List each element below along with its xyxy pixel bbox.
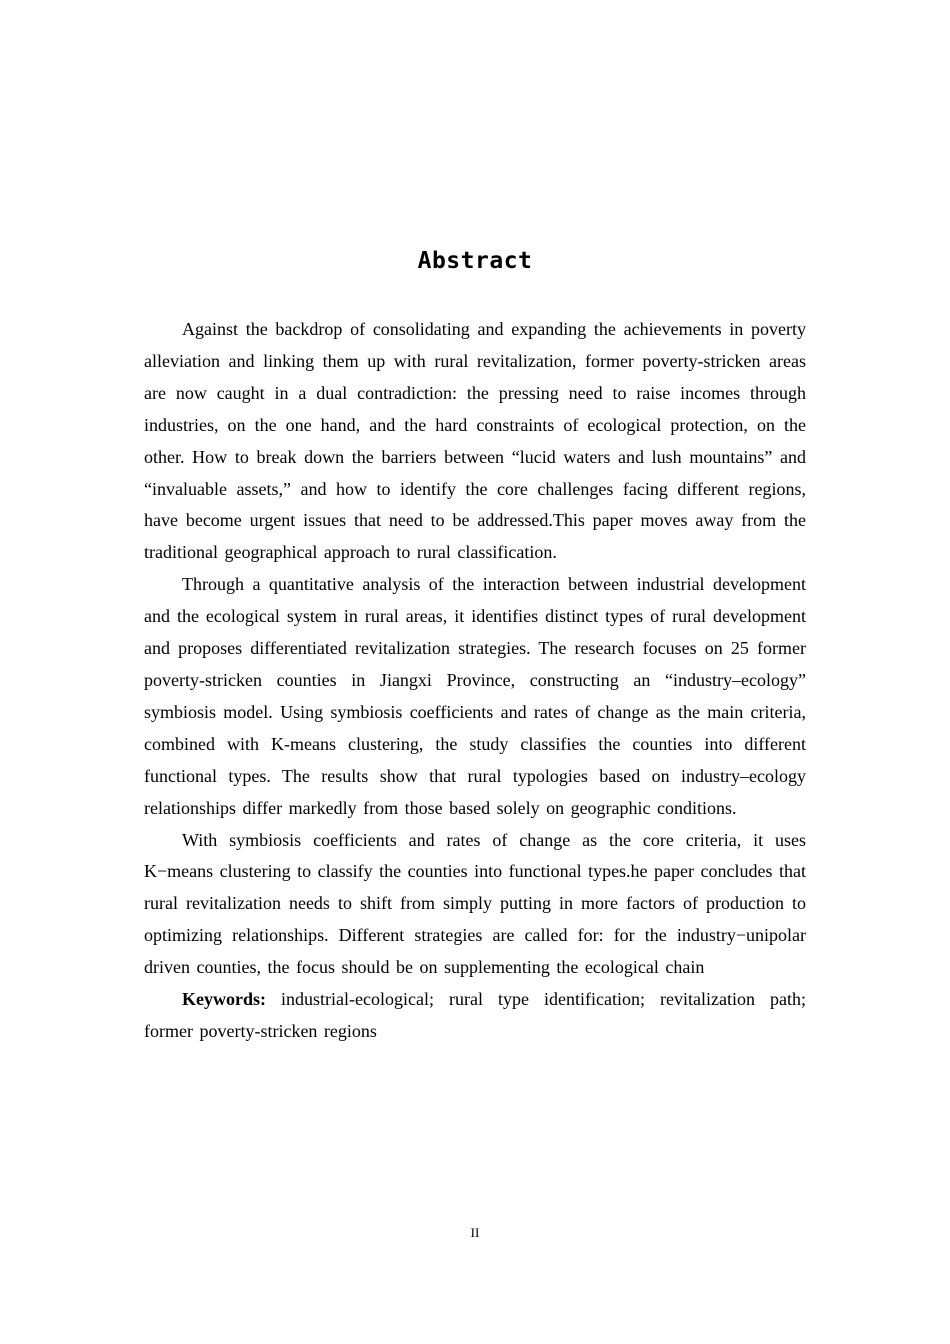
keywords-label: Keywords: — [182, 989, 266, 1010]
abstract-paragraph-1: Against the backdrop of consolidating and expanding the achievements in poverty alleviation and linking them up with rural revitalization, former poverty-stricken areas are now caught in a dual contradiction: the pressing need to raise incomes through industries, on the one hand, and the hard constraints of ecological protection, on the other. How to break down the barriers between “lucid waters and lush mountains” and “invaluable assets,” and how to identify the core challenges facing different regions, have become urgent issues that need to be addressed.This paper moves away from the traditional geographical approach to rural classification. — [144, 319, 806, 563]
abstract-paragraph-2: Through a quantitative analysis of the interaction between industrial development and the ecological system in rural areas, it identifies distinct types of rural development and proposes differentiated revitalization strategies. The research focuses on 25 former poverty-stricken counties in Jiangxi Province, constructing an “industry–ecology” symbiosis model. Using symbiosis coefficients and rates of change as the main criteria, combined with K-means clustering, the study classifies the counties into different functional types. The results show that rural typologies based on industry–ecology relationships differ markedly from those based solely on geographic conditions. — [144, 574, 806, 818]
page-number: II — [470, 1225, 480, 1240]
abstract-body — [144, 314, 806, 1048]
page-title: Abstract — [417, 248, 533, 274]
keywords-paragraph — [144, 984, 806, 1048]
keywords-text: industrial-ecological; rural type identification; revitalization path; former poverty-stricken regions — [144, 989, 806, 1041]
abstract-paragraph-3: With symbiosis coefficients and rates of change as the core criteria, it uses K−means clustering to classify the counties into functional types.he paper concludes that rural revitalization needs to shift from simply putting in more factors of production to optimizing relationships. Different strategies are called for: for the industry−unipolar driven counties, the focus should be on supplementing the ecological chain — [144, 829, 806, 978]
